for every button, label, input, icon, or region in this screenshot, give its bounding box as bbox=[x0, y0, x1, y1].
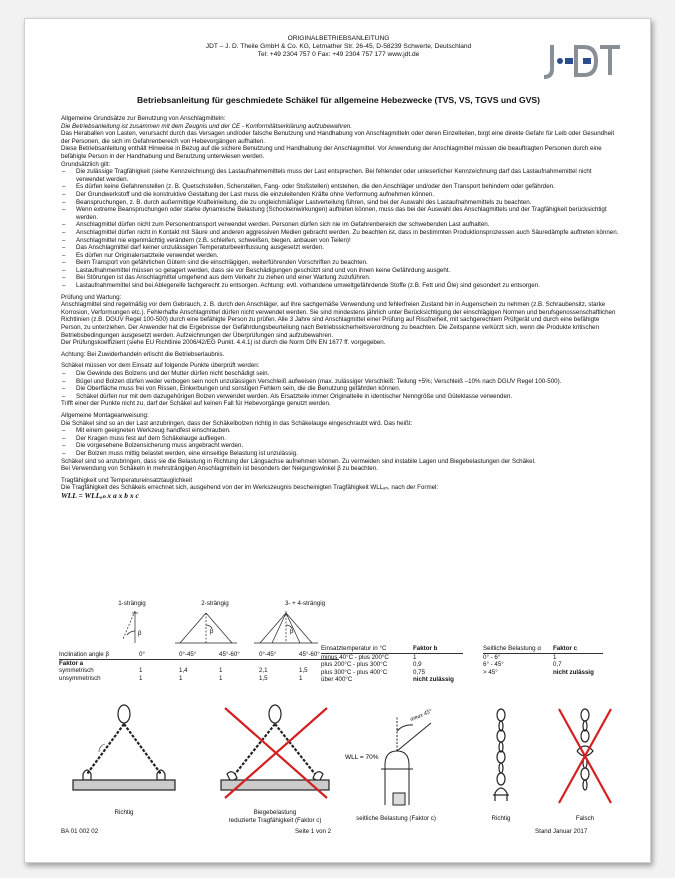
intro-p2: Diese Betriebsanleitung enthält Hinweise in Bezug auf die sichere Benutzung und Handhabung der Anschlagmittel. Vor Anwendung der Anschlagmittel müssen die beauftragten Personen durch eine befähigte Person in der Handhabung und Benutzung unterwiesen werden. bbox=[61, 145, 602, 160]
strand-diagrams bbox=[120, 609, 350, 647]
caption-richtig-1: Richtig bbox=[114, 809, 134, 816]
list-item: – Die Gewinde des Bolzens und der Mutter dürfen nicht beschädigt sein. bbox=[61, 370, 621, 378]
jdt-logo bbox=[538, 41, 624, 81]
list-item: – Beim Transport von gefährlichen Gütern sind die einschlägigen, weiterführenden Vorschriften zu beachten. bbox=[61, 259, 621, 267]
list-item: – Der Kragen muss fest auf dem Schäkelauge aufliegen. bbox=[61, 435, 621, 443]
strand-label-1: 1-strängig bbox=[118, 600, 146, 607]
intro-italic: Die Betriebsanleitung ist zusammen mit dem Zeugnis und der CE - Konformitätserklärung aufzubewahren. bbox=[61, 122, 352, 130]
table-row: 6° - 45° 0,7 bbox=[483, 661, 562, 669]
document-body bbox=[61, 115, 621, 500]
pruefung-text: Anschlagmittel sind regelmäßig vor dem Gebrauch, z. B. durch den Anschläger, auf ihre sachgemäße Verwendung und fehlerfreien Zustand hin in Augenschein zu nehmen (z.B. Schraubensitz, starke Korrosion, Verformungen etc.). Fehlerhafte Anschlagmittel dürfen nicht verwendet werden. Sie sind mindestens jährlich unter Berücksichtigung der einschlägigen Normen und berufsgenossenschaftlichen Richtlinien (z.B. DGUV Regel 100-500) durch eine befähigte Person zu prüfen. Alle 3 Jahre sind Anschlagmittel einer Prüfung auf Rissfreiheit, mit sachgerechtem Prüfgerät und durch eine befähigte Person, zu unterziehen. Der Anwender hat die Ergebnisse der Gefährdungsbeurteilung nach Betriebssicherheitsverordnung zu beachten. Die Zeitspanne verkürzt sich, wenn die Produkte kritischen Betriebsbedingungen ausgesetzt werden. Aufzeichnungen der Überprüfungen sind aufzubewahren. bbox=[61, 301, 616, 339]
list-item: – Die Oberfläche muss frei von Rissen, Einkerbungen und sonstigen Fehlern sein, die die Benutzung gefährden können. bbox=[61, 385, 621, 393]
table-row: unsymmetrisch 1 1 1 1,5 1 bbox=[59, 674, 303, 682]
pruefung-heading: Prüfung und Wartung: bbox=[61, 293, 122, 301]
footer-stand: Stand Januar 2017 bbox=[535, 828, 588, 835]
caption-seitliche-belastung: seitliche Belastung (Faktor c) bbox=[356, 815, 436, 822]
factor-b-table bbox=[321, 645, 463, 684]
header-line-3: Tel: +49 2304 757 0 Fax: +49 2304 757 177 www.jdt.de bbox=[257, 51, 420, 59]
caption-falsch: Falsch bbox=[575, 815, 595, 822]
factor-a-header-1: 0° bbox=[139, 651, 179, 659]
list-item: – Mit einem geeigneten Werkzeug handfest einschrauben. bbox=[61, 427, 621, 435]
montage-text: Die Schäkel sind so an der Last anzubringen, dass der Schäkelbolzen richtig in das Schäkelauge eingeschraubt wird. Das heißt: bbox=[61, 419, 413, 427]
factor-a-header-2: 0°-45° bbox=[179, 651, 219, 659]
intro-p1: Das Heraballen von Lasten, verursacht durch das Versagen und/oder falsche Benutzung und Handhabung von Anschlagmitteln oder deren Einzelteilen, birgt eine direkte Gefahr für Leib oder Gesundheit der Personen, die sich im Gefahrenbereich von Hebevorgängen aufhalten. bbox=[61, 130, 615, 145]
figure-side-load bbox=[341, 709, 451, 809]
factor-c-header-1: Faktor c bbox=[553, 645, 603, 653]
header-line-2: JDT – J. D. Theile GmbH & Co. KG, Letmather Str. 26-45, D-58239 Schwerte, Deutschland bbox=[205, 43, 472, 51]
list-item: – Bei Störungen ist das Anschlagmittel umgehend aus dem Verkehr zu ziehen und einer Wartung zuzuführen. bbox=[61, 274, 621, 282]
list-item: – Anschlagmittel dürfen nicht in Kontakt mit Säure und anderen aggressiven Medien gebracht werden. Zu beachten ist, dass in bestimmten Produktionsprozessen auch Säuredämpfe auftreten können. bbox=[61, 229, 621, 237]
check-heading: Schäkel müssen vor dem Einsatz auf folgende Punkte überprüft werden: bbox=[61, 362, 260, 370]
figure-chain-correct bbox=[481, 707, 521, 807]
list-item: – Wenn extreme Beanspruchungen oder starke dynamische Belastung (Schockeinwirkungen) auftreten können, muss das bei der Auswahl des Anschlagmittels und der Tragfähigkeit berücksichtigt werden. bbox=[61, 206, 621, 221]
factor-b-header-0: Einsatztemperatur in °C bbox=[321, 645, 413, 653]
factor-a-header-4: 0°-45° bbox=[259, 651, 299, 659]
factor-a-label: Faktor a bbox=[59, 659, 84, 667]
tragfaehigkeit-text: Die Tragfähigkeit des Schäkels errechnet sich, ausgehend von der im Werkszeugnis bescheinigten Tragfähigkeit WLLₐₙ, nach der Formel: bbox=[61, 484, 439, 492]
list-item: – Es dürfen nur Originalersatzteile verwendet werden. bbox=[61, 252, 621, 260]
list-item: – Die vorgesehene Bolzensicherung muss angebracht werden. bbox=[61, 442, 621, 450]
intro-heading: Allgemeine Grundsätze zur Benutzung von Anschlagmitteln: bbox=[61, 115, 226, 122]
figure-bending-load bbox=[215, 704, 335, 804]
wll-formula: WLL = WLLₐₙ x a x b x c bbox=[61, 490, 139, 500]
document-page bbox=[24, 18, 651, 863]
document-title: Betriebsanleitung für geschmiedete Schäkel für allgemeine Hebezwecke (TVS, VS, TGVS und GVS) bbox=[136, 95, 541, 105]
tragfaehigkeit-heading: Tragfähigkeit und Temperatureinsatztauglichkeit bbox=[61, 476, 193, 484]
caption-biegebelastung: Biegebelastung reduzierte Tragfähigkeit (Faktor c) bbox=[228, 809, 322, 824]
check-after: Trifft einer der Punkte nicht zu, darf der Schäkel auf keinen Fall für Hebevorgänge genutzt werden. bbox=[61, 400, 331, 408]
list-item: – Beanspruchungen, z. B. durch außermittige Krafteinleitung, die zu ungleichmäßiger Lastverteilung führen, sind bei der Auswahl des Lastaufnahmemittels zu beachten. bbox=[61, 199, 621, 207]
strand-label-3: 3- + 4-strängig bbox=[284, 600, 326, 607]
angle-beta-1: β bbox=[138, 631, 142, 637]
pruefung-text-2: Der Prüfungskoeffizient (siehe EU Richtlinie 2006/42/EG Punkt. 4.4.1) ist durch die Norm DIN EN 1677 ff. vorgegeben. bbox=[61, 339, 386, 347]
list-item: – Schäkel dürfen nur mit dem dazugehörigen Bolzen verwendet werden. Als Ersatzteile immer Originalteile in identischer Nenngröße und Güteklasse verwenden. bbox=[61, 393, 621, 401]
list-item: – Es dürfen keine Gefahrenstellen (z. B. Quetschstellen, Scherstellen, Fang- oder Stoßstellen) entstehen, die den Anschläger und/oder den Transport behindern oder gefährden. bbox=[61, 183, 621, 191]
factor-a-header-0: Inclination angle β bbox=[59, 651, 139, 659]
list-item: – Der Bolzen muss mittig belastet werden, eine einseitige Belastung ist unzulässig. bbox=[61, 450, 621, 458]
list-item: – Der Grundwerkstoff und die konstruktive Gestaltung der Last muss die einzuleitenden Kräfte ohne Verformung aufnehmen können. bbox=[61, 191, 621, 199]
list-item: – Die zulässige Tragfähigkeit (siehe Kennzeichnung) des Lastaufnahmemittels muss der Last entsprechen. Bei fehlender oder unleserlicher Kennzeichnung darf das Lastaufnahmemittel nicht verwendet werden. bbox=[61, 168, 621, 183]
achtung-note: Achtung: Bei Zuwiderhandeln erlischt die Betriebserlaubnis. bbox=[61, 350, 225, 358]
montage-after-1: Schäkel sind so anzubringen, dass sie die Belastung in Richtung der Längsachse aufnehmen können. Zu vermeiden sind instabile Lagen und Biegebelastungen der Schäkel. bbox=[61, 457, 536, 465]
list-item: – Anschlagmittel dürfen nicht zum Personentransport verwendet werden. Personen dürfen sich nie im Gefahrenbereich der schwebenden Last aufhalten. bbox=[61, 221, 621, 229]
table-row: plus 300°C - plus 400°C 0,75 bbox=[321, 668, 426, 676]
list-item: – Bügel und Bolzen dürfen weder verbogen sein noch unzulässigen Verschleiß aufweisen (max. zulässiger Verschleiß: Teilung +5%; Verschleiß –10% nach DGUV Regel 100-500). bbox=[61, 378, 621, 386]
factor-a-table bbox=[59, 651, 339, 682]
factor-b-header-1: Faktor b bbox=[413, 645, 463, 653]
intro-p3: Grundsätzlich gilt: bbox=[61, 160, 111, 168]
header-line-1: ORIGINALBETRIEBSANLEITUNG bbox=[287, 35, 390, 42]
factor-a-header-5: 45°-60° bbox=[299, 651, 339, 659]
montage-heading: Allgemeine Montageanweisung: bbox=[61, 411, 149, 419]
table-row: minus 40°C - plus 200°C 1 bbox=[321, 653, 417, 661]
strand-label-2: 2-strängig bbox=[201, 600, 229, 607]
list-item: – Lastaufnahmemittel müssen so gelagert werden, dass sie vor Beschädigungen geschützt sind und von ihnen keine Gefährdung ausgeht. bbox=[61, 267, 621, 275]
factor-c-header-0: Seitliche Belastung α bbox=[483, 645, 553, 653]
figure-correct-sling bbox=[69, 704, 179, 804]
list-item: – Lastaufnahmemittel sind bei Ablegereife fachgerecht zu entsorgen. Achtung: evtl. vorhandene umweltgefährdende Stoffe (z.B. Fett und Öle) sind gesondert zu entsorgen. bbox=[61, 282, 621, 290]
list-item: – Anschlagmittel nie eigenmächtig verändern (z.B. schleifen, schweißen, biegen, anbauen von Teilen)! bbox=[61, 237, 621, 245]
footer-doc-number: BA 01 002 02 bbox=[61, 828, 99, 835]
angle-beta-2: β bbox=[210, 629, 214, 635]
factor-c-table bbox=[483, 645, 603, 676]
table-row: 0° - 6° 1 bbox=[483, 653, 557, 661]
footer-page-number: Seite 1 von 2 bbox=[295, 828, 332, 835]
caption-richtig-2: Richtig bbox=[491, 815, 511, 822]
table-row: plus 200°C - plus 300°C 0,9 bbox=[321, 661, 422, 669]
list-item: – Das Anschlagmittel darf keiner unzulässigen Temperaturbeeinflussung ausgesetzt werden. bbox=[61, 244, 621, 252]
montage-after-2: Bei Verwendung von Schäkeln in mehrsträngigen Anschlagmitteln ist besonders der Neigungswinkel β zu beachten. bbox=[61, 465, 378, 473]
wll-70-label: WLL = 70% bbox=[345, 754, 379, 761]
alpha-max-label: αmax 45° bbox=[409, 709, 434, 723]
angle-beta-3: β bbox=[290, 629, 294, 635]
table-row: über 400°C nicht zulässig bbox=[321, 676, 454, 684]
table-row: symmetrisch 1 1,4 1 2,1 1,5 bbox=[59, 667, 308, 675]
factor-a-header-3: 45°-60° bbox=[219, 651, 259, 659]
figure-chain-wrong bbox=[555, 707, 615, 807]
table-row: > 45° nicht zulässig bbox=[483, 668, 594, 676]
